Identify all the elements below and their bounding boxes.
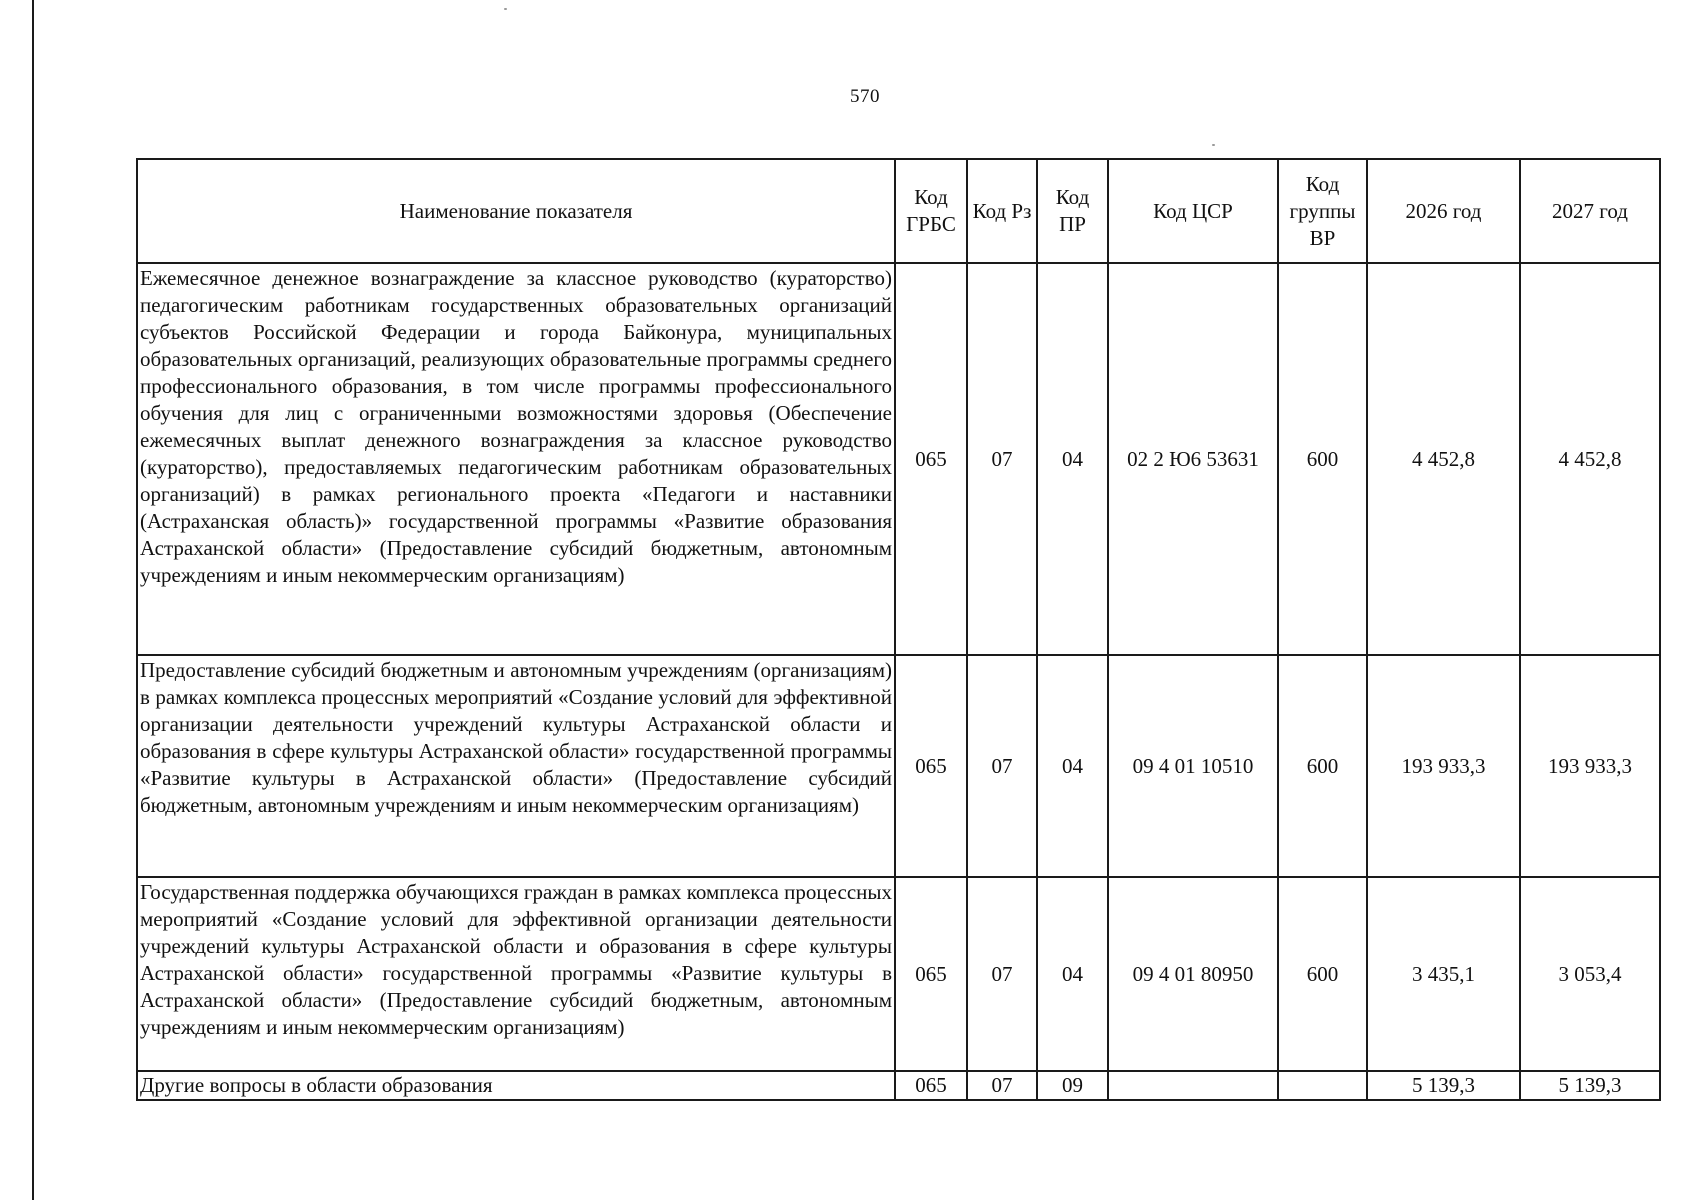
cell-grbs-code: 065 <box>895 1071 967 1100</box>
table-header-row <box>137 159 1660 263</box>
header-csr-code: Код ЦСР <box>1108 159 1278 263</box>
header-rz-code: Код Рз <box>967 159 1037 263</box>
cell-amount-2027: 5 139,3 <box>1520 1071 1660 1100</box>
header-year-2026: 2026 год <box>1367 159 1520 263</box>
header-indicator-name: Наименование показателя <box>137 159 895 263</box>
cell-vr-group-code: 600 <box>1278 263 1367 655</box>
cell-amount-2027: 193 933,3 <box>1520 655 1660 877</box>
table-row-section-total <box>137 1071 1660 1100</box>
cell-amount-2026: 193 933,3 <box>1367 655 1520 877</box>
cell-csr-code: 09 4 01 80950 <box>1108 877 1278 1071</box>
cell-csr-code: 02 2 Ю6 53631 <box>1108 263 1278 655</box>
table-row <box>137 263 1660 655</box>
cell-csr-code: 09 4 01 10510 <box>1108 655 1278 877</box>
cell-csr-code <box>1108 1071 1278 1100</box>
page-number: 570 <box>850 86 880 107</box>
cell-indicator-name: Предоставление субсидий бюджетным и автономным учреждениям (организациям) в рамках комплекса процессных мероприятий «Создание условий для эффективной организации деятельности учреждений культуры Астраханской области и образования в сфере культуры Астраханской области» государственной программы «Развитие культуры в Астраханской области» (Предоставление субсидий бюджетным, автономным учреждениям и иным некоммерческим организациям) <box>137 655 895 877</box>
header-year-2027: 2027 год <box>1520 159 1660 263</box>
cell-indicator-name: Государственная поддержка обучающихся граждан в рамках комплекса процессных мероприятий «Создание условий для эффективной организации деятельности учреждений культуры Астраханской области и образования в сфере культуры Астраханской области» государственной программы «Развитие культуры в Астраханской области» (Предоставление субсидий бюджетным, автономным учреждениям и иным некоммерческим организациям) <box>137 877 895 1071</box>
cell-vr-group-code <box>1278 1071 1367 1100</box>
cell-rz-code: 07 <box>967 263 1037 655</box>
header-vr-group-code: Код группы ВР <box>1278 159 1367 263</box>
cell-amount-2027: 3 053,4 <box>1520 877 1660 1071</box>
header-grbs-code: Код ГРБС <box>895 159 967 263</box>
cell-rz-code: 07 <box>967 655 1037 877</box>
cell-grbs-code: 065 <box>895 655 967 877</box>
cell-amount-2026: 4 452,8 <box>1367 263 1520 655</box>
budget-table <box>136 158 1661 1101</box>
cell-pr-code: 04 <box>1037 655 1108 877</box>
table-row <box>137 655 1660 877</box>
cell-grbs-code: 065 <box>895 263 967 655</box>
scan-speck <box>1212 144 1215 146</box>
cell-indicator-name: Ежемесячное денежное вознаграждение за классное руководство (кураторство) педагогическим работникам государственных образовательных организаций субъектов Российской Федерации и города Байконура, муниципальных образовательных организаций, реализующих образовательные программы среднего профессионального образования, в том числе программы профессионального обучения для лиц с ограниченными возможностями здоровья (Обеспечение ежемесячных выплат денежного вознаграждения за классное руководство (кураторство), предоставляемых педагогическим работникам образовательных организаций) в рамках регионального проекта «Педагоги и наставники (Астраханская область)» государственной программы «Развитие образования Астраханской области» (Предоставление субсидий бюджетным, автономным учреждениям и иным некоммерческим организациям) <box>137 263 895 655</box>
cell-vr-group-code: 600 <box>1278 877 1367 1071</box>
cell-pr-code: 04 <box>1037 263 1108 655</box>
table-row <box>137 877 1660 1071</box>
cell-indicator-name: Другие вопросы в области образования <box>137 1071 895 1100</box>
cell-pr-code: 09 <box>1037 1071 1108 1100</box>
scan-speck <box>504 8 507 10</box>
binding-edge-line <box>32 0 34 1200</box>
cell-vr-group-code: 600 <box>1278 655 1367 877</box>
cell-grbs-code: 065 <box>895 877 967 1071</box>
header-pr-code: Код ПР <box>1037 159 1108 263</box>
cell-rz-code: 07 <box>967 1071 1037 1100</box>
cell-amount-2026: 3 435,1 <box>1367 877 1520 1071</box>
cell-pr-code: 04 <box>1037 877 1108 1071</box>
cell-amount-2026: 5 139,3 <box>1367 1071 1520 1100</box>
cell-rz-code: 07 <box>967 877 1037 1071</box>
cell-amount-2027: 4 452,8 <box>1520 263 1660 655</box>
